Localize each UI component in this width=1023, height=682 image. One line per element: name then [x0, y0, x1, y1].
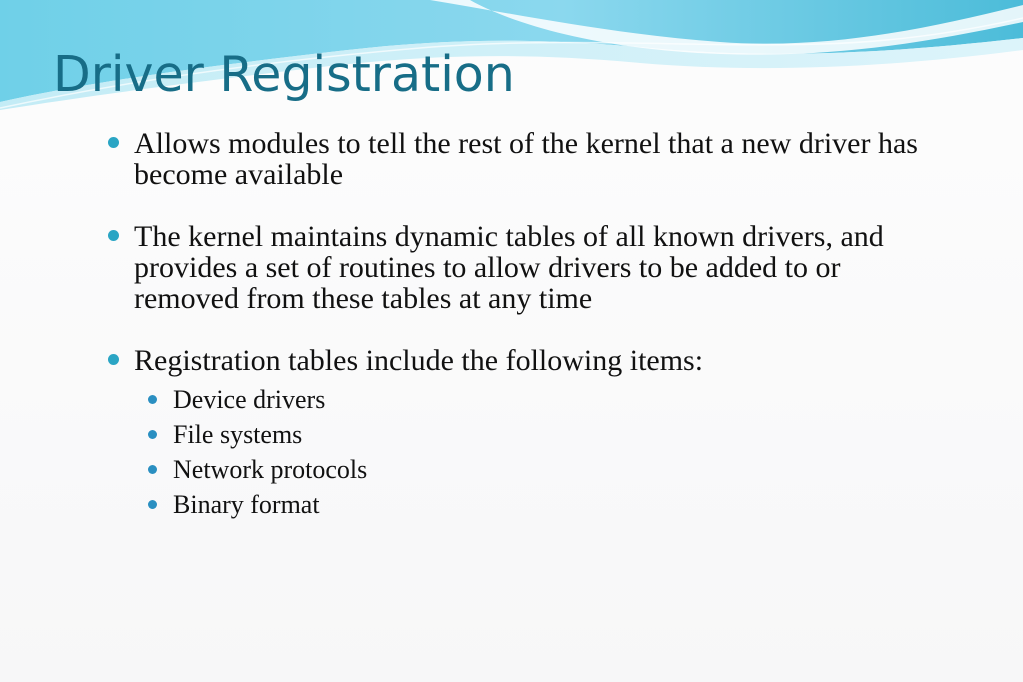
- bullet-dot-icon: [108, 137, 119, 148]
- bullet-text: The kernel maintains dynamic tables of all known drivers, and provides a set of routines to allow drivers to be added to or removed from these tables at any time: [134, 220, 884, 315]
- sub-bullet-dot-icon: [148, 395, 157, 404]
- bullet-dot-icon: [108, 230, 119, 241]
- sub-bullet-text: Device drivers: [173, 385, 326, 414]
- sub-bullet-dot-icon: [148, 500, 157, 509]
- sub-bullet-item: [134, 382, 948, 417]
- sub-bullet-item: [134, 452, 948, 487]
- bullet-text: Registration tables include the following items:: [134, 344, 704, 377]
- bullet-text: Allows modules to tell the rest of the kernel that a new driver has become available: [134, 127, 918, 191]
- sub-bullet-text: Network protocols: [173, 455, 368, 484]
- sub-bullet-item: [134, 487, 948, 522]
- sub-bullet-text: Binary format: [173, 490, 320, 519]
- sub-bullet-dot-icon: [148, 465, 157, 474]
- sub-bullet-item: [134, 417, 948, 452]
- bullet-item: [108, 221, 948, 314]
- slide-content: [108, 128, 948, 522]
- bullet-item: [108, 128, 948, 190]
- bullet-dot-icon: [108, 354, 119, 365]
- slide-title: Driver Registration: [53, 46, 515, 103]
- bullet-item: [108, 345, 948, 522]
- sub-bullet-list: [134, 382, 948, 522]
- bullet-list: [108, 128, 948, 522]
- sub-bullet-dot-icon: [148, 430, 157, 439]
- sub-bullet-text: File systems: [173, 420, 303, 449]
